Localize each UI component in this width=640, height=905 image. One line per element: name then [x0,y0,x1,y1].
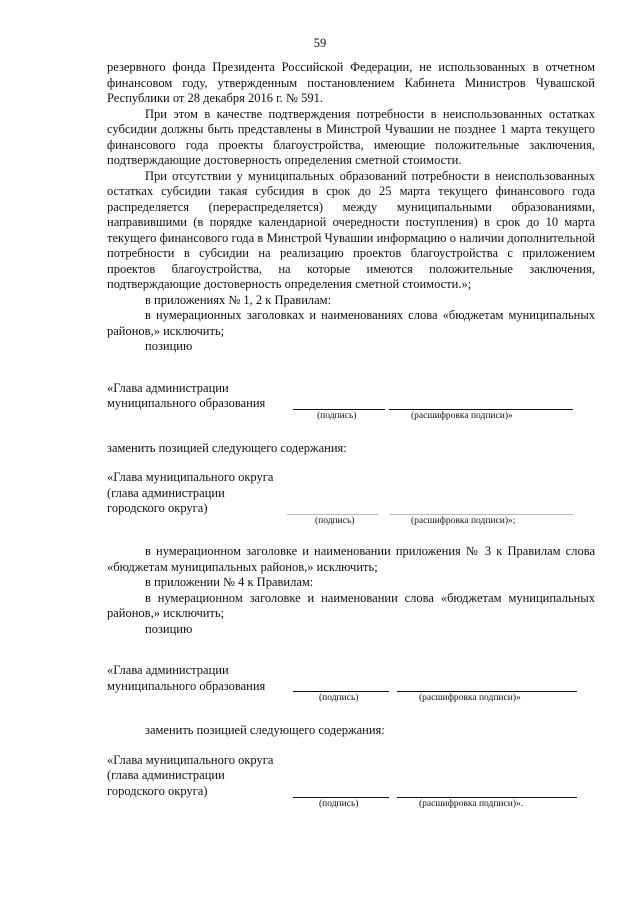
sig3-decode-line [397,691,577,692]
item-appendix-1-2: в приложениях № 1, 2 к Правилам: [145,292,332,307]
signature-block-3 [107,663,595,709]
sig2-sign-line [287,514,379,515]
sig1-caption-decode: (расшифровка подписи)» [411,410,513,421]
document-body [107,60,595,819]
page-number: 59 [313,36,327,50]
paragraph-confirmation: При этом в качестве подтверждения потребности в неиспользованных остатках субсидии должны быть представлены в Минстрой Чувашии не позднее 1 марта текущего финансового года проекты благоустройства, имеющие положительные заключения, подтверждающие достоверность определения сметной стоимости. [107,106,595,167]
sig4-label-line1: «Глава муниципального округа [107,752,274,767]
sig2-label-line1: «Глава муниципального округа [107,470,274,484]
sig1-label-line2: муниципального образования [107,396,266,410]
sig3-caption-sign: (подпись) [319,693,359,703]
sig3-sign-line [293,691,389,692]
item-appendix-3: в нумерационном заголовке и наименовании приложения № 3 к Правилам слова «бюджетам муниципальных районов,» исключить; [107,544,595,574]
sig4-label-line3: городского округа) [107,783,208,798]
sig4-caption-decode: (расшифровка подписи)». [419,798,524,809]
item-appendix-4: в приложении № 4 к Правилам: [145,575,314,589]
sig2-caption-decode: (расшифровка подписи)»; [411,516,516,526]
position-word-1: позицию [145,339,193,353]
sig2-label-line3: городского округа) [107,501,208,515]
sig3-caption-decode: (расшифровка подписи)» [419,693,521,703]
sig3-label-line1: «Глава администрации [107,663,229,677]
paragraph-redistribution: При отсутствии у муниципальных образований потребности в неиспользованных остатках субсидии такая субсидия в срок до 25 марта текущего финансового года распределяется (перераспределяется) между муниципальными образованиями, направившими (в порядке календарной очередности поступления) в срок до 10 марта текущего финансового года в Минстрой Чувашии информацию о наличии дополнительной потребности в субсидии на реализацию проектов благоустройства с приложением проектов благоустройства, на которые имеются положительные заключения, подтверждающие достоверность определения сметной стоимости.»; [107,168,595,291]
sig1-decode-line [389,409,573,410]
sig1-sign-line [293,409,385,410]
sig4-decode-line [397,797,577,798]
sig4-label-line2: (глава администрации [107,768,225,782]
intro-paragraph: резервного фонда Президента Российской Федерации, не использованных в отчетном финансовом году, утвержденным постановлением Кабинета Министров Чувашской Республики от 28 декабря 2016 г. № 591. [107,60,595,105]
item-numbering-4: в нумерационном заголовке и наименовании слова «бюджетам муниципальных районов,» исключить; [107,590,595,620]
sig3-label-line2: муниципального образования [107,678,266,693]
item-numbering-1: в нумерационных заголовках и наименованиях слова «бюджетам муниципальных районов,» исключить; [107,308,595,338]
sig4-sign-line [293,797,389,798]
sig2-caption-sign: (подпись) [315,516,355,526]
signature-block-2 [107,470,595,536]
sig4-caption-sign: (подпись) [319,798,359,809]
signature-block-1 [107,381,595,427]
sig2-decode-line [389,514,573,515]
sig1-caption-sign: (подпись) [317,410,357,421]
signature-block-4 [107,753,595,819]
replace-line-1: заменить позицией следующего содержания: [107,440,347,455]
replace-line-2: заменить позицией следующего содержания: [145,723,385,737]
position-word-2: позицию [145,621,193,636]
sig2-label-line2: (глава администрации [107,485,225,500]
sig1-label-line1: «Глава администрации [107,380,229,395]
